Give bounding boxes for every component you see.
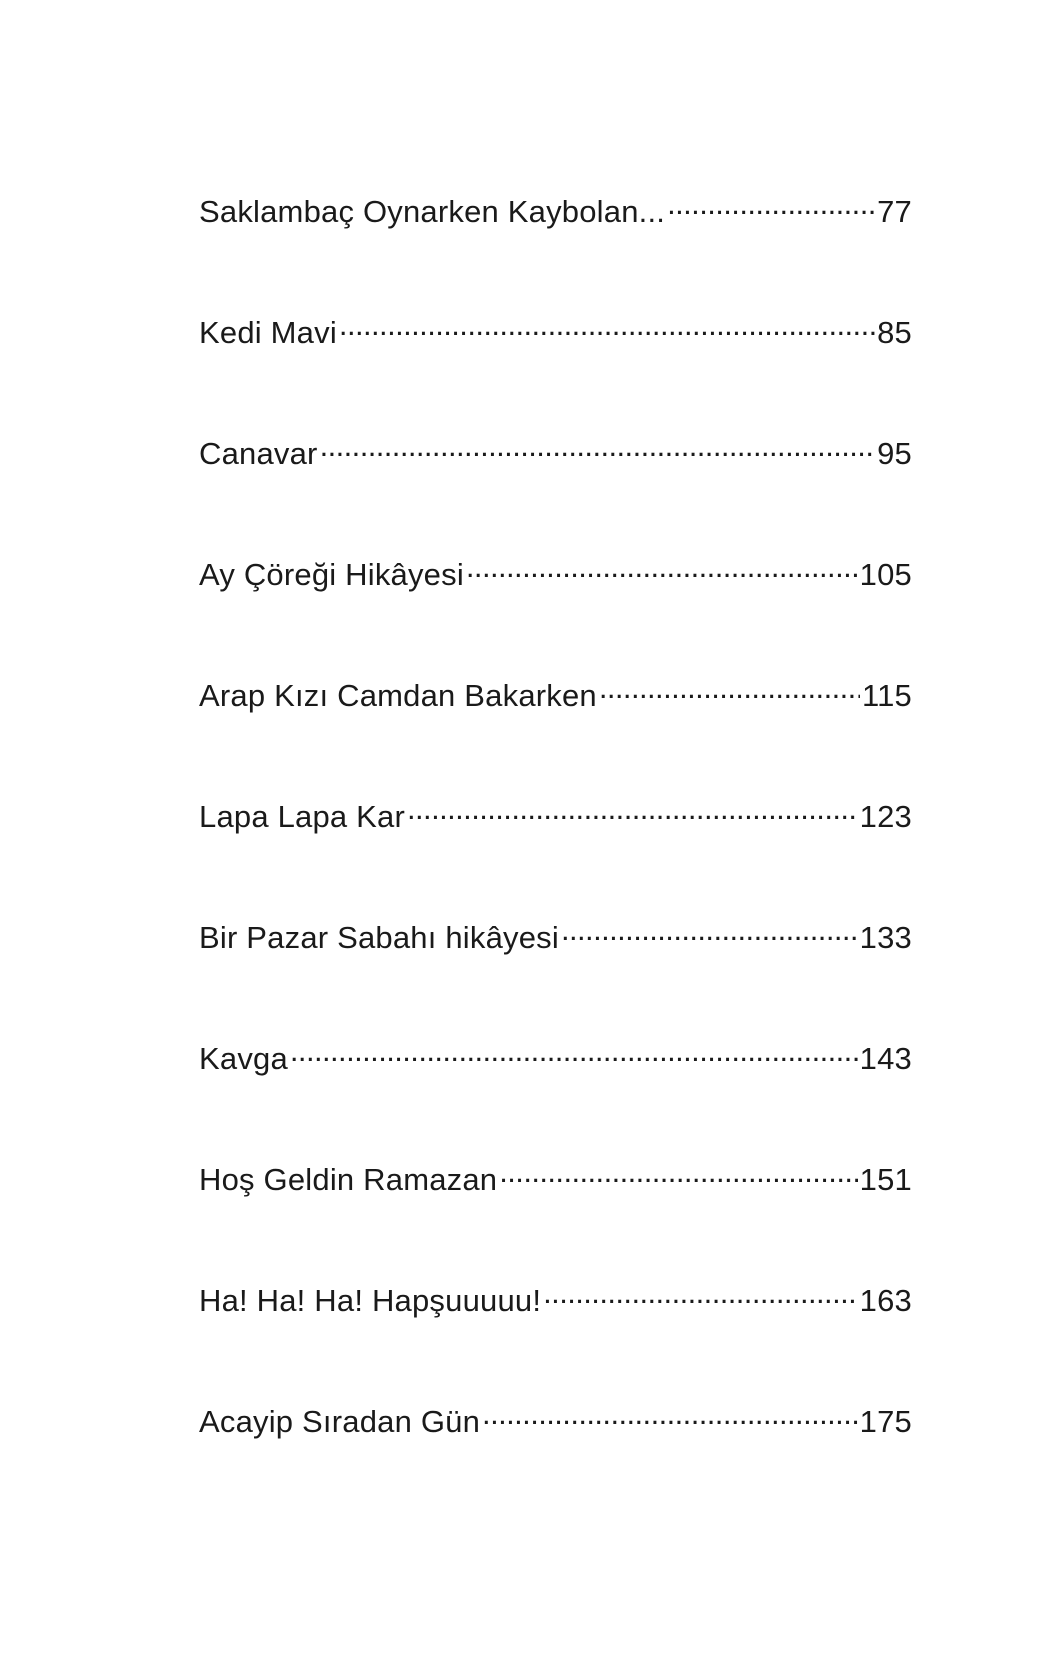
toc-entry-title: Acayip Sıradan Gün	[199, 1404, 481, 1439]
toc-dot-leader	[561, 912, 858, 948]
toc-entry-title: Saklambaç Oynarken Kaybolan...	[199, 194, 666, 229]
toc-entry-title: Kedi Mavi	[199, 315, 337, 350]
toc-dot-leader	[599, 670, 860, 706]
toc-dot-leader	[290, 1033, 858, 1069]
toc-entry[interactable]	[199, 186, 912, 307]
toc-entry[interactable]	[199, 307, 912, 428]
toc-entry[interactable]	[199, 1033, 912, 1154]
toc-entry-page-number: 85	[877, 315, 912, 350]
toc-entry[interactable]	[199, 791, 912, 912]
toc-entry-title: Ay Çöreği Hikâyesi	[199, 557, 464, 592]
toc-dot-leader	[667, 186, 875, 222]
toc-entry-page-number: 123	[859, 799, 912, 834]
table-of-contents	[199, 186, 912, 1517]
toc-entry-title: Canavar	[199, 436, 318, 471]
toc-entry[interactable]	[199, 549, 912, 670]
toc-entry[interactable]	[199, 670, 912, 791]
toc-dot-leader	[339, 307, 875, 343]
toc-dot-leader	[543, 1275, 858, 1311]
toc-entry[interactable]	[199, 1275, 912, 1396]
toc-entry-page-number: 163	[859, 1283, 912, 1318]
toc-entry-page-number: 95	[877, 436, 912, 471]
toc-entry[interactable]	[199, 1396, 912, 1517]
toc-entry-page-number: 77	[877, 194, 912, 229]
toc-entry-page-number: 143	[859, 1041, 912, 1076]
toc-entry[interactable]	[199, 912, 912, 1033]
toc-entry-title: Hoş Geldin Ramazan	[199, 1162, 498, 1197]
toc-entry-title: Kavga	[199, 1041, 288, 1076]
toc-entry-page-number: 175	[859, 1404, 912, 1439]
toc-dot-leader	[466, 549, 858, 585]
toc-entry-title: Ha! Ha! Ha! Hapşuuuuu!	[199, 1283, 542, 1318]
toc-entry-page-number: 105	[859, 557, 912, 592]
toc-dot-leader	[482, 1396, 858, 1432]
toc-entry-title: Arap Kızı Camdan Bakarken	[199, 678, 597, 713]
toc-dot-leader	[499, 1154, 857, 1190]
toc-entry-page-number: 151	[859, 1162, 912, 1197]
toc-entry-page-number: 133	[859, 920, 912, 955]
toc-dot-leader	[320, 428, 876, 464]
toc-entry-page-number: 115	[861, 678, 912, 713]
toc-entry[interactable]	[199, 428, 912, 549]
toc-entry-title: Lapa Lapa Kar	[199, 799, 405, 834]
toc-entry[interactable]	[199, 1154, 912, 1275]
toc-dot-leader	[407, 791, 858, 827]
toc-entry-title: Bir Pazar Sabahı hikâyesi	[199, 920, 559, 955]
